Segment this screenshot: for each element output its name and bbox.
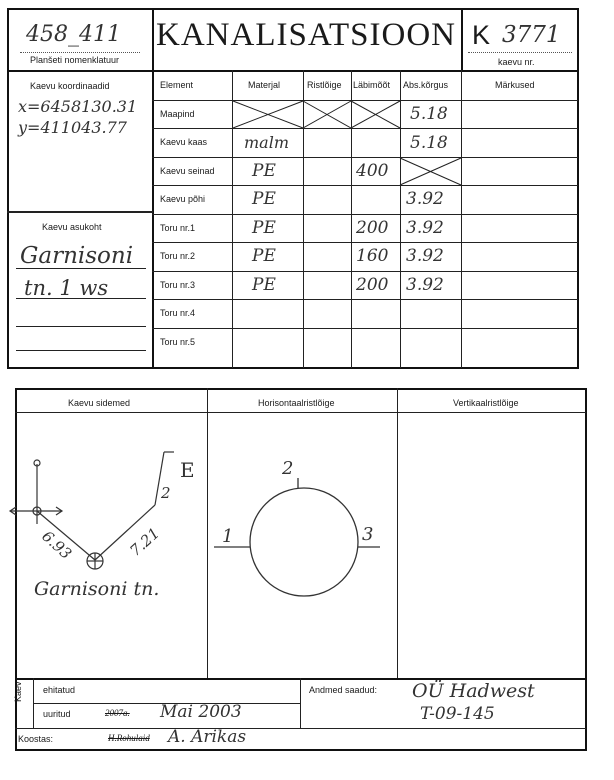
author-value: A. Arikas: [168, 727, 247, 747]
section-links-label: Kaevu sidemed: [68, 398, 131, 408]
author-label: Koostas:: [18, 734, 54, 744]
pipe-label-2: 2: [282, 458, 294, 479]
diameter-cell: 160: [356, 246, 389, 266]
coordinate-x: x=6458130.31: [18, 97, 138, 116]
built-label: ehitatud: [43, 685, 76, 695]
well-number: 3771: [502, 22, 561, 48]
row-element-label: Toru nr.5: [160, 337, 196, 347]
surveyed-value: Mai 2003: [160, 702, 242, 722]
material-cell: PE: [252, 275, 276, 295]
row-element-label: Maapind: [160, 109, 195, 119]
col-header-remarks: Märkused: [495, 80, 535, 90]
height-cell: 3.92: [406, 275, 444, 295]
row-element-label: Toru nr.4: [160, 308, 196, 318]
material-cell: PE: [252, 246, 276, 266]
diameter-cell: 200: [356, 218, 389, 238]
north-letter: E: [180, 458, 195, 482]
material-cell: malm: [244, 133, 289, 152]
distance-short: 2: [161, 484, 171, 502]
plansheet-label: Planšeti nomenklatuur: [30, 55, 120, 65]
row-element-label: Kaevu kaas: [160, 137, 208, 147]
height-cell: 5.18: [410, 104, 448, 124]
row-element-label: Kaevu põhi: [160, 194, 206, 204]
distance-left: 6.93: [38, 527, 76, 563]
plansheet-number: 458_411: [26, 22, 121, 47]
col-header-cross-section: Ristlõige: [307, 80, 342, 90]
author-old-value: H.Rohulaid: [108, 733, 150, 743]
diameter-cell: 400: [356, 161, 389, 181]
material-cell: PE: [252, 189, 276, 209]
pipe-label-1: 1: [222, 526, 234, 547]
height-cell: 3.92: [406, 218, 444, 238]
row-element-label: Toru nr.3: [160, 280, 196, 290]
location-label: Kaevu asukoht: [42, 222, 102, 232]
coordinates-label: Kaevu koordinaadid: [30, 81, 110, 91]
diameter-cell: 200: [356, 275, 389, 295]
col-header-element: Element: [160, 80, 194, 90]
row-element-label: Kaevu seinad: [160, 166, 215, 176]
location-line2: tn. 1 ws: [24, 276, 109, 300]
section-vertical-label: Vertikaalristlõige: [453, 398, 519, 408]
col-header-height: Abs.kõrgus: [403, 80, 449, 90]
location-line1: Garnisoni: [20, 243, 134, 269]
height-cell: 3.92: [406, 246, 444, 266]
row-element-label: Toru nr.1: [160, 223, 196, 233]
section-horizontal-label: Horisontaalristlõige: [258, 398, 335, 408]
col-header-diameter: Läbimõõt: [353, 80, 391, 90]
row-element-label: Toru nr.2: [160, 251, 196, 261]
distance-right: 7.21: [126, 524, 164, 560]
surveyed-old-value: 2007a.: [105, 708, 130, 718]
well-label: kaevu nr.: [498, 57, 535, 67]
well-side-label: Kaev: [13, 681, 23, 702]
height-cell: 5.18: [410, 133, 448, 153]
surveyed-label: uuritud: [43, 709, 71, 719]
coordinate-y: y=411043.77: [18, 118, 127, 137]
street-name: Garnisoni tn.: [34, 578, 160, 600]
col-header-material: Materjal: [248, 80, 281, 90]
well-prefix: K: [472, 20, 491, 50]
material-cell: PE: [252, 218, 276, 238]
source-line1: OÜ Hadwest: [412, 680, 535, 702]
height-cell: 3.92: [406, 189, 444, 209]
material-cell: PE: [252, 161, 276, 181]
pipe-label-3: 3: [362, 524, 374, 545]
page-title: KANALISATSIOON: [156, 17, 456, 53]
source-label: Andmed saadud:: [309, 685, 378, 695]
source-line2: T-09-145: [420, 704, 495, 724]
